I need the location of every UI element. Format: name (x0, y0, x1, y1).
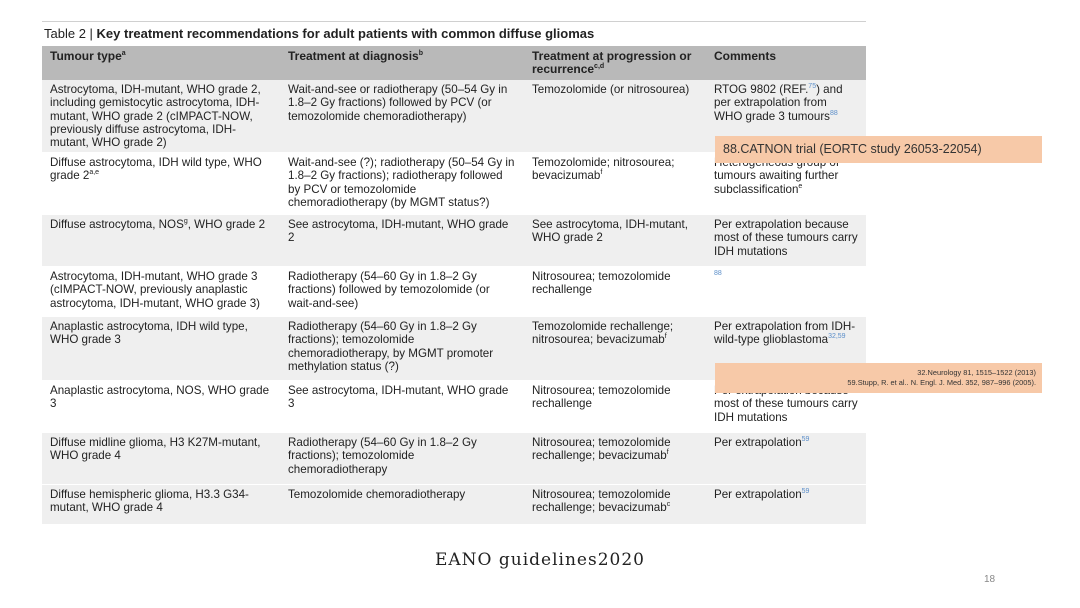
cell-diagnosis: See astrocytoma, IDH-mutant, WHO grade 2 (280, 214, 524, 266)
cell-tumour: Anaplastic astrocytoma, NOS, WHO grade 3 (42, 380, 280, 432)
cell-progression: Nitrosourea; temozolomide rechallenge (524, 380, 706, 432)
cell-tumour: Diffuse midline glioma, H3 K27M-mutant, WHO grade 4 (42, 432, 280, 484)
top-rule (42, 21, 866, 22)
cell-tumour: Diffuse astrocytoma, IDH wild type, WHO grade 2$^{a,e}$ (42, 152, 280, 214)
caption-title: Key treatment recommendations for adult patients with common diffuse gliomas (96, 26, 595, 41)
citation-reference-note (715, 363, 1042, 393)
cell-progression: Nitrosourea; temozolomide rechallenge; bevacizumab$^c$ (524, 484, 706, 524)
cell-tumour: Astrocytoma, IDH-mutant, WHO grade 3 (cIMPACT-NOW, previously anaplastic astrocytoma, IDH-mutant, WHO grade 3) (42, 266, 280, 316)
cell-comments: Per extrapolation from IDH-wild-type glioblastoma$^{32,59}$ (706, 316, 866, 380)
cell-comments: Per extrapolation because most of these tumours carry IDH mutations (706, 214, 866, 266)
table-row (42, 432, 866, 484)
header-comments: Comments (706, 46, 866, 80)
cell-diagnosis: Radiotherapy (54–60 Gy in 1.8–2 Gy fractions) followed by temozolomide (or wait-and-see) (280, 266, 524, 316)
cell-tumour: Diffuse astrocytoma, NOS$^g$, WHO grade 2 (42, 214, 280, 266)
cell-tumour: Anaplastic astrocytoma, IDH wild type, WHO grade 3 (42, 316, 280, 380)
header-tumour-type: Tumour type$^a$ (42, 46, 280, 80)
table-row (42, 214, 866, 266)
cell-diagnosis: Radiotherapy (54–60 Gy in 1.8–2 Gy fractions); temozolomide chemoradiotherapy, by MGMT promoter methylation status (?) (280, 316, 524, 380)
treatment-table (42, 46, 866, 524)
page-number: 18 (984, 574, 996, 585)
cell-diagnosis: Radiotherapy (54–60 Gy in 1.8–2 Gy fractions); temozolomide chemoradiotherapy (280, 432, 524, 484)
citation-59: 59.Stupp, R. et al.. N. Engl. J. Med. 352, 987–996 (2005). (847, 378, 1036, 387)
table-header-row (42, 46, 866, 80)
cell-progression: Temozolomide; nitrosourea; bevacizumab$^f$ (524, 152, 706, 214)
cell-diagnosis: See astrocytoma, IDH-mutant, WHO grade 3 (280, 380, 524, 432)
cell-progression: See astrocytoma, IDH-mutant, WHO grade 2 (524, 214, 706, 266)
guidelines-label: EANO guidelines2020 (435, 550, 645, 570)
cell-diagnosis: Wait-and-see or radiotherapy (50–54 Gy in 1.8–2 Gy fractions) followed by PCV (or temozolomide chemoradiotherapy) (280, 80, 524, 153)
citation-32: 32.Neurology 81, 1515–1522 (2013) (917, 368, 1036, 377)
table-caption (44, 26, 594, 41)
cell-tumour: Diffuse hemispheric glioma, H3.3 G34-mutant, WHO grade 4 (42, 484, 280, 524)
cell-comments: 88 (706, 266, 866, 316)
cell-progression: Temozolomide rechallenge; nitrosourea; bevacizumab$^f$ (524, 316, 706, 380)
cell-progression: Nitrosourea; temozolomide rechallenge; bevacizumab$^f$ (524, 432, 706, 484)
cell-tumour: Astrocytoma, IDH-mutant, WHO grade 2, including gemistocytic astrocytoma, IDH-mutant, WHO grade 2 (cIMPACT-NOW, previously diffuse astrocytoma, IDH-mutant, WHO grade 2) (42, 80, 280, 153)
cell-comments: most of these tumours carry IDH mutations (706, 380, 866, 432)
table-row (42, 266, 866, 316)
cell-progression: Temozolomide (or nitrosourea) (524, 80, 706, 153)
catnon-reference-note: 88.CATNON trial (EORTC study 26053-22054) (715, 136, 1042, 163)
cell-diagnosis: Temozolomide chemoradiotherapy (280, 484, 524, 524)
cell-comments: Per extrapolation$^{59}$ (706, 432, 866, 484)
header-treatment-progression: Treatment at progression or recurrence$^{c,d}$ (524, 46, 706, 80)
caption-prefix: Table 2 | (44, 26, 97, 41)
table-row (42, 484, 866, 524)
cell-diagnosis: Wait-and-see (?); radiotherapy (50–54 Gy in 1.8–2 Gy fractions); radiotherapy followed by PCV or temozolomide chemoradiotherapy (by MGMT status?) (280, 152, 524, 214)
cell-comments: Per extrapolation$^{59}$ (706, 484, 866, 524)
header-treatment-diagnosis: Treatment at diagnosis$^b$ (280, 46, 524, 80)
cell-progression: Nitrosourea; temozolomide rechallenge (524, 266, 706, 316)
cell-comments: tumours awaiting further subclassification$^e$ (706, 152, 866, 214)
cell-comments: RTOG 9802 (REF.$^{75}$) and per extrapolation from WHO grade 3 tumours$^{88}$ (706, 80, 866, 153)
